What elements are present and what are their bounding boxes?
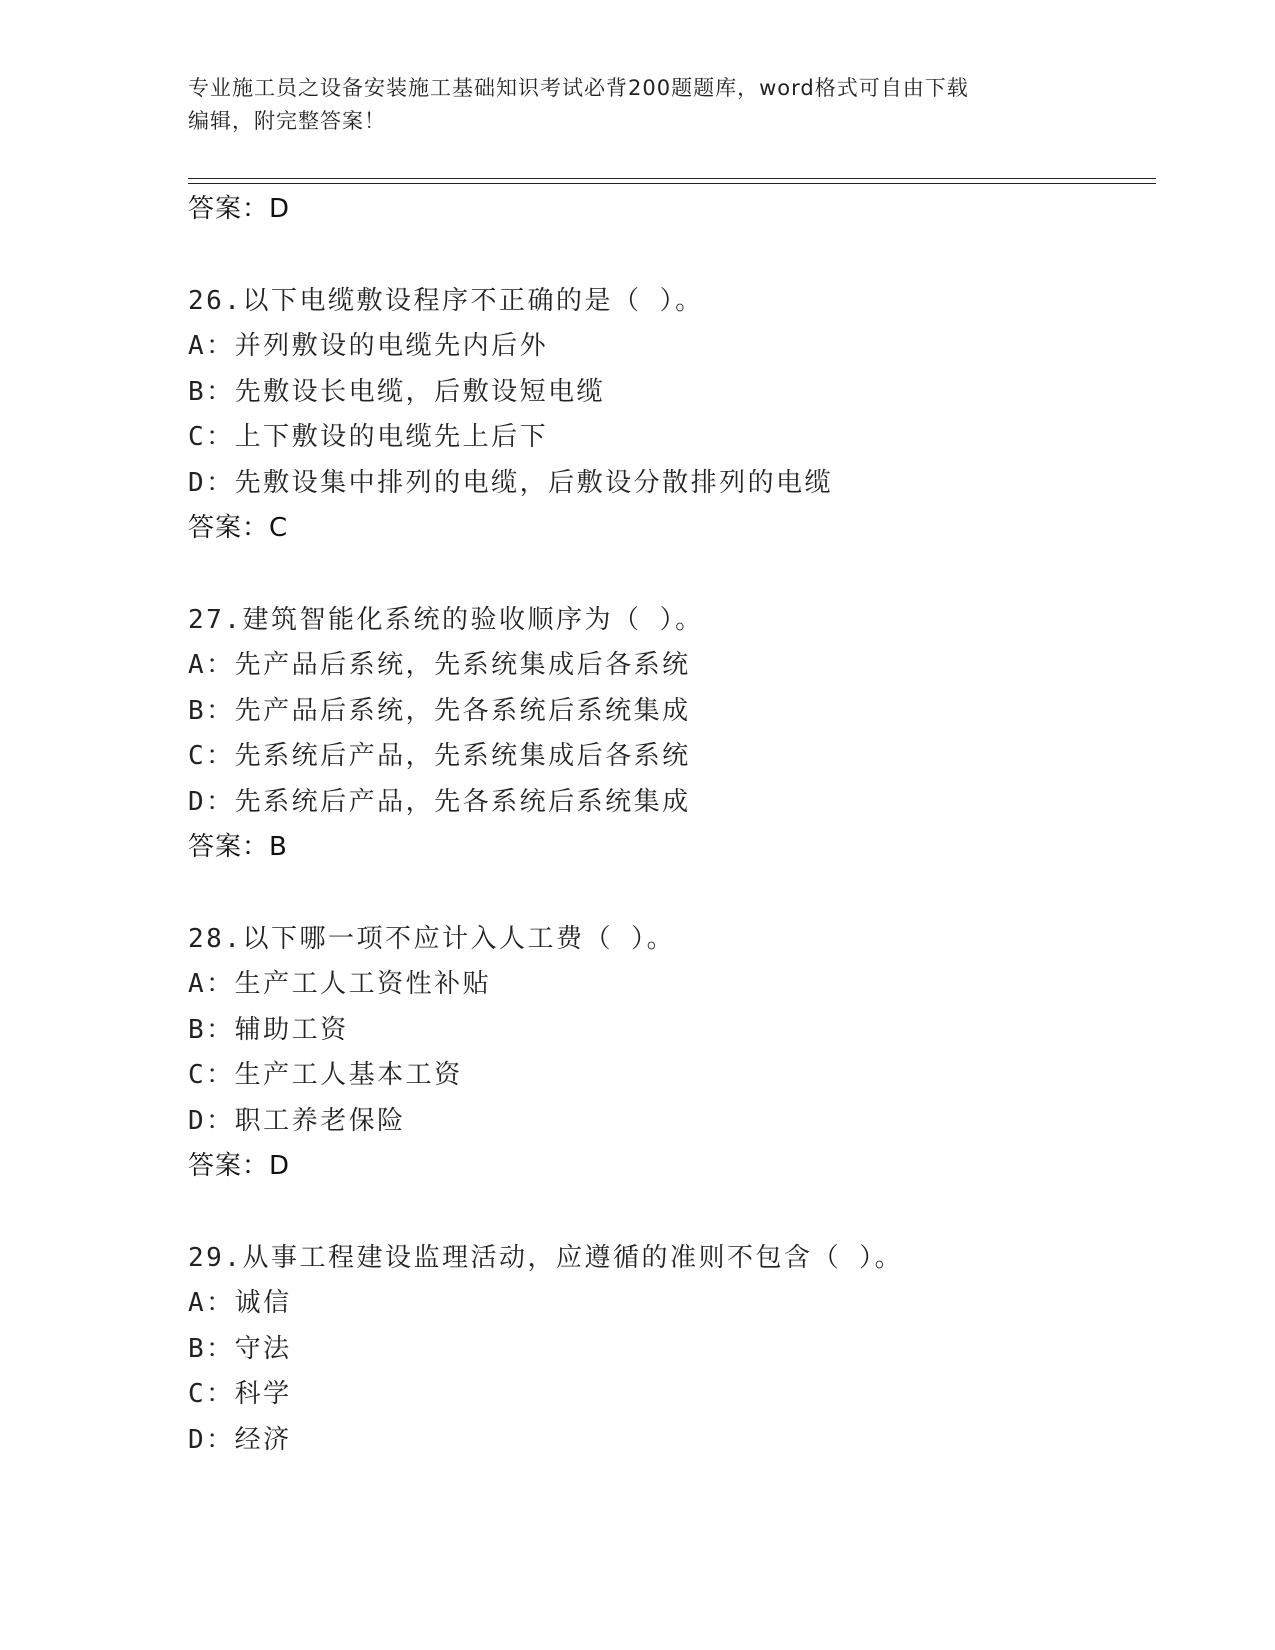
- option-c: C：科学: [188, 1379, 292, 1409]
- spacer: [188, 233, 1148, 279]
- question-list: [188, 187, 1148, 1463]
- question-26: [188, 279, 1148, 552]
- answer: 答案：C: [188, 513, 289, 543]
- spacer: [188, 871, 1148, 917]
- option-a: A：诚信: [188, 1288, 292, 1318]
- option-c: C：上下敷设的电缆先上后下: [188, 422, 549, 452]
- option-c: C：生产工人基本工资: [188, 1060, 463, 1090]
- option-a: A：并列敷设的电缆先内后外: [188, 331, 549, 361]
- question-27: [188, 598, 1148, 871]
- option-b: B：辅助工资: [188, 1014, 349, 1045]
- previous-answer: 答案：D: [188, 194, 291, 224]
- answer: 答案：B: [188, 832, 288, 862]
- option-b: B：先敷设长电缆，后敷设短电缆: [188, 376, 606, 407]
- spacer: [188, 1190, 1148, 1236]
- question-stem: 26.以下电缆敷设程序不正确的是（ ）。: [188, 285, 704, 316]
- option-d: D：经济: [188, 1424, 292, 1455]
- option-b: B：守法: [188, 1333, 292, 1364]
- header-title-line-2: 编辑，附完整答案！: [188, 109, 386, 133]
- document-header: [188, 72, 1088, 138]
- question-stem: 29.从事工程建设监理活动，应遵循的准则不包含（ ）。: [188, 1242, 904, 1273]
- header-title-line-1: 专业施工员之设备安装施工基础知识考试必背200题题库，word格式可自由下载: [188, 76, 969, 100]
- option-c: C：先系统后产品，先系统集成后各系统: [188, 741, 691, 771]
- option-a: A：生产工人工资性补贴: [188, 969, 492, 999]
- header-rule-bottom: [188, 183, 1156, 184]
- option-a: A：先产品后系统，先系统集成后各系统: [188, 650, 691, 680]
- question-28: [188, 917, 1148, 1190]
- option-d: D：职工养老保险: [188, 1105, 406, 1136]
- option-b: B：先产品后系统，先各系统后系统集成: [188, 695, 691, 726]
- question-stem: 28.以下哪一项不应计入人工费（ ）。: [188, 923, 676, 954]
- header-rule-top: [188, 178, 1156, 179]
- option-d: D：先系统后产品，先各系统后系统集成: [188, 786, 691, 817]
- option-d: D：先敷设集中排列的电缆，后敷设分散排列的电缆: [188, 467, 834, 498]
- answer: 答案：D: [188, 1151, 291, 1181]
- spacer: [188, 552, 1148, 598]
- question-29: [188, 1236, 1148, 1464]
- question-stem: 27.建筑智能化系统的验收顺序为（ ）。: [188, 604, 704, 635]
